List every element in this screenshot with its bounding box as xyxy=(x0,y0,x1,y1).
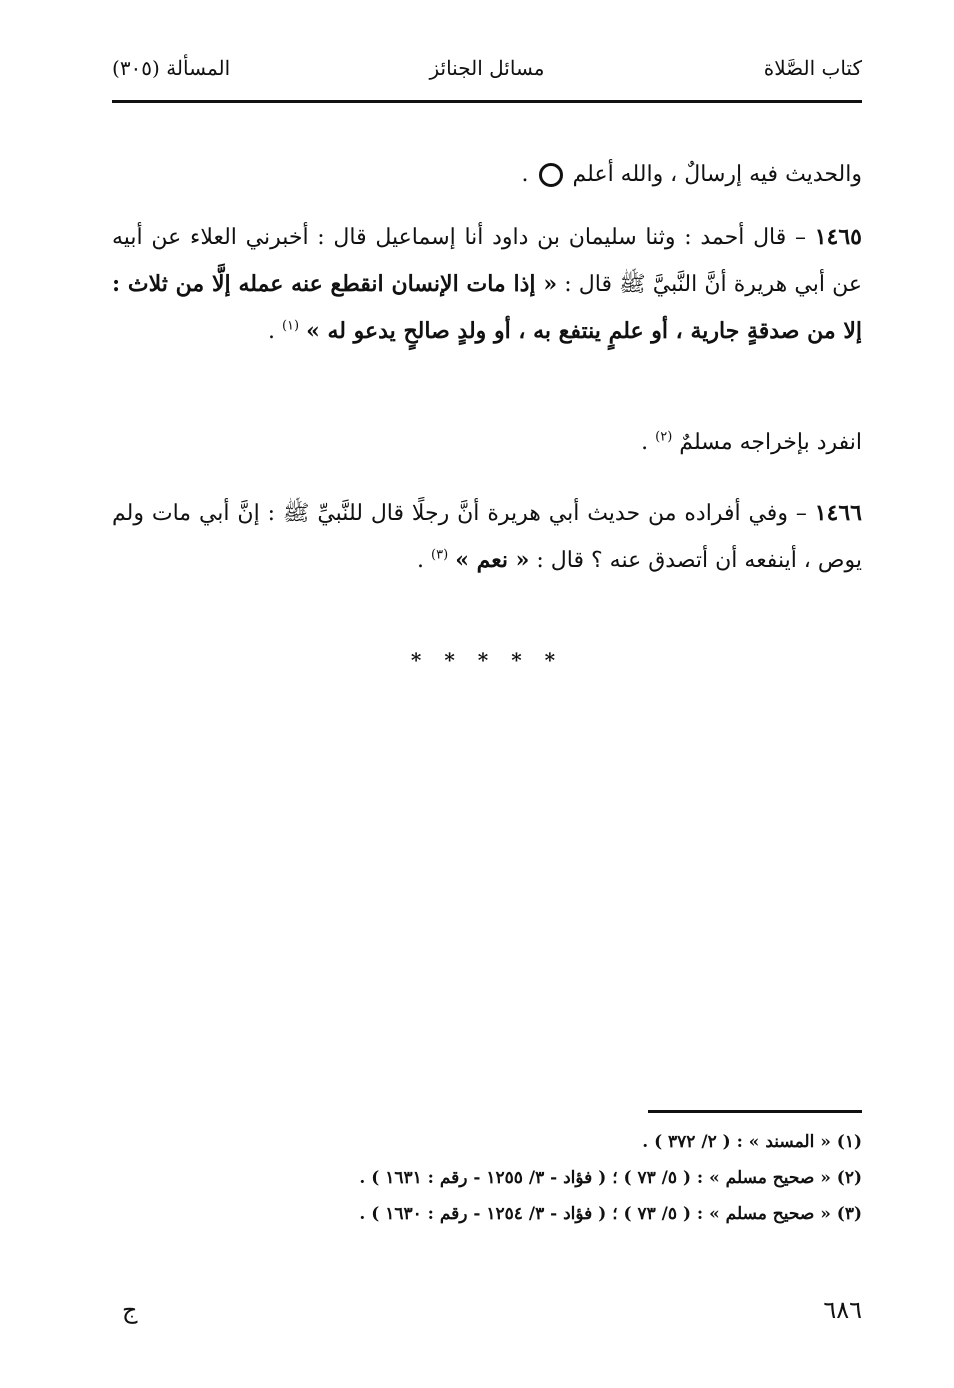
header-divider xyxy=(112,100,862,103)
hadith-1465-chain: – قال أحمد : وثنا سليمان بن داود أنا إسماعيل قال : أخبرني العلاء عن أبيه عن أبي هريرة أنَّ النَّبيَّ ﷺ قال : xyxy=(112,225,862,297)
section-separator-stars: * * * * * xyxy=(410,648,564,672)
footnote-2: (٢) « صحيح مسلم » : ( ٥/ ٧٣ ) ؛ ( فؤاد - ٣/ ١٢٥٥ - رقم : ١٦٣١ ) . xyxy=(359,1168,862,1188)
footnote-divider xyxy=(648,1110,862,1113)
hadith-1465-quote: « إذا مات الإنسان انقطع عنه عمله إلَّا من ثلاث : إلا من صدقةٍ جارية ، أو علمٍ ينتفع به ، أو ولدٍ صالحٍ يدعو له » xyxy=(112,271,862,344)
muslim-note-text: انفرد بإخراجه مسلمٌ xyxy=(679,430,862,455)
footnote-1: (١) « المسند » : ( ٢/ ٣٧٢ ) . xyxy=(642,1132,862,1152)
footnote-ref-2: (٢) xyxy=(655,429,673,445)
hadith-1465 xyxy=(112,214,862,355)
page-footer xyxy=(112,1296,862,1336)
hadith-number-1466: ١٤٦٦ xyxy=(814,500,862,526)
hadith-number-1465: ١٤٦٥ xyxy=(814,224,862,250)
hadith-1466-quote: « نعم » xyxy=(455,547,530,573)
header-chapter-title: مسائل الجنائز xyxy=(429,56,545,80)
muslim-note-end: . xyxy=(641,430,649,455)
hadith-1466-text: – وفي أفراده من حديث أبي هريرة أنَّ رجلًا قال للنَّبيِّ ﷺ : إنَّ أبي مات ولم يوص ، أينفعه أن أتصدق عنه ؟ قال : xyxy=(112,501,862,573)
running-header xyxy=(112,56,862,96)
end-circle-icon xyxy=(539,163,563,187)
header-book-title: كتاب الصَّلاة xyxy=(763,56,862,80)
footnotes xyxy=(112,1124,862,1232)
footnote-ref-3: (٣) xyxy=(431,547,449,563)
irsal-text: والحديث فيه إرسالٌ ، والله أعلم xyxy=(572,162,862,187)
footnote-ref-1: (١) xyxy=(281,318,300,334)
irsal-end: . xyxy=(521,162,529,187)
hadith-1465-end: . xyxy=(267,319,275,344)
page-number: ٦٨٦ xyxy=(823,1296,862,1324)
header-issue-number: المسألة (٣٠٥) xyxy=(112,56,231,80)
hadith-1466 xyxy=(112,490,862,584)
signature-mark: ج xyxy=(122,1296,138,1324)
paragraph-muslim-note xyxy=(112,420,862,466)
hadith-1466-end: . xyxy=(417,548,425,573)
paragraph-irsal-note xyxy=(112,152,862,198)
footnote-3: (٣) « صحيح مسلم » : ( ٥/ ٧٣ ) ؛ ( فؤاد - ٣/ ١٢٥٤ - رقم : ١٦٣٠ ) . xyxy=(359,1204,862,1224)
